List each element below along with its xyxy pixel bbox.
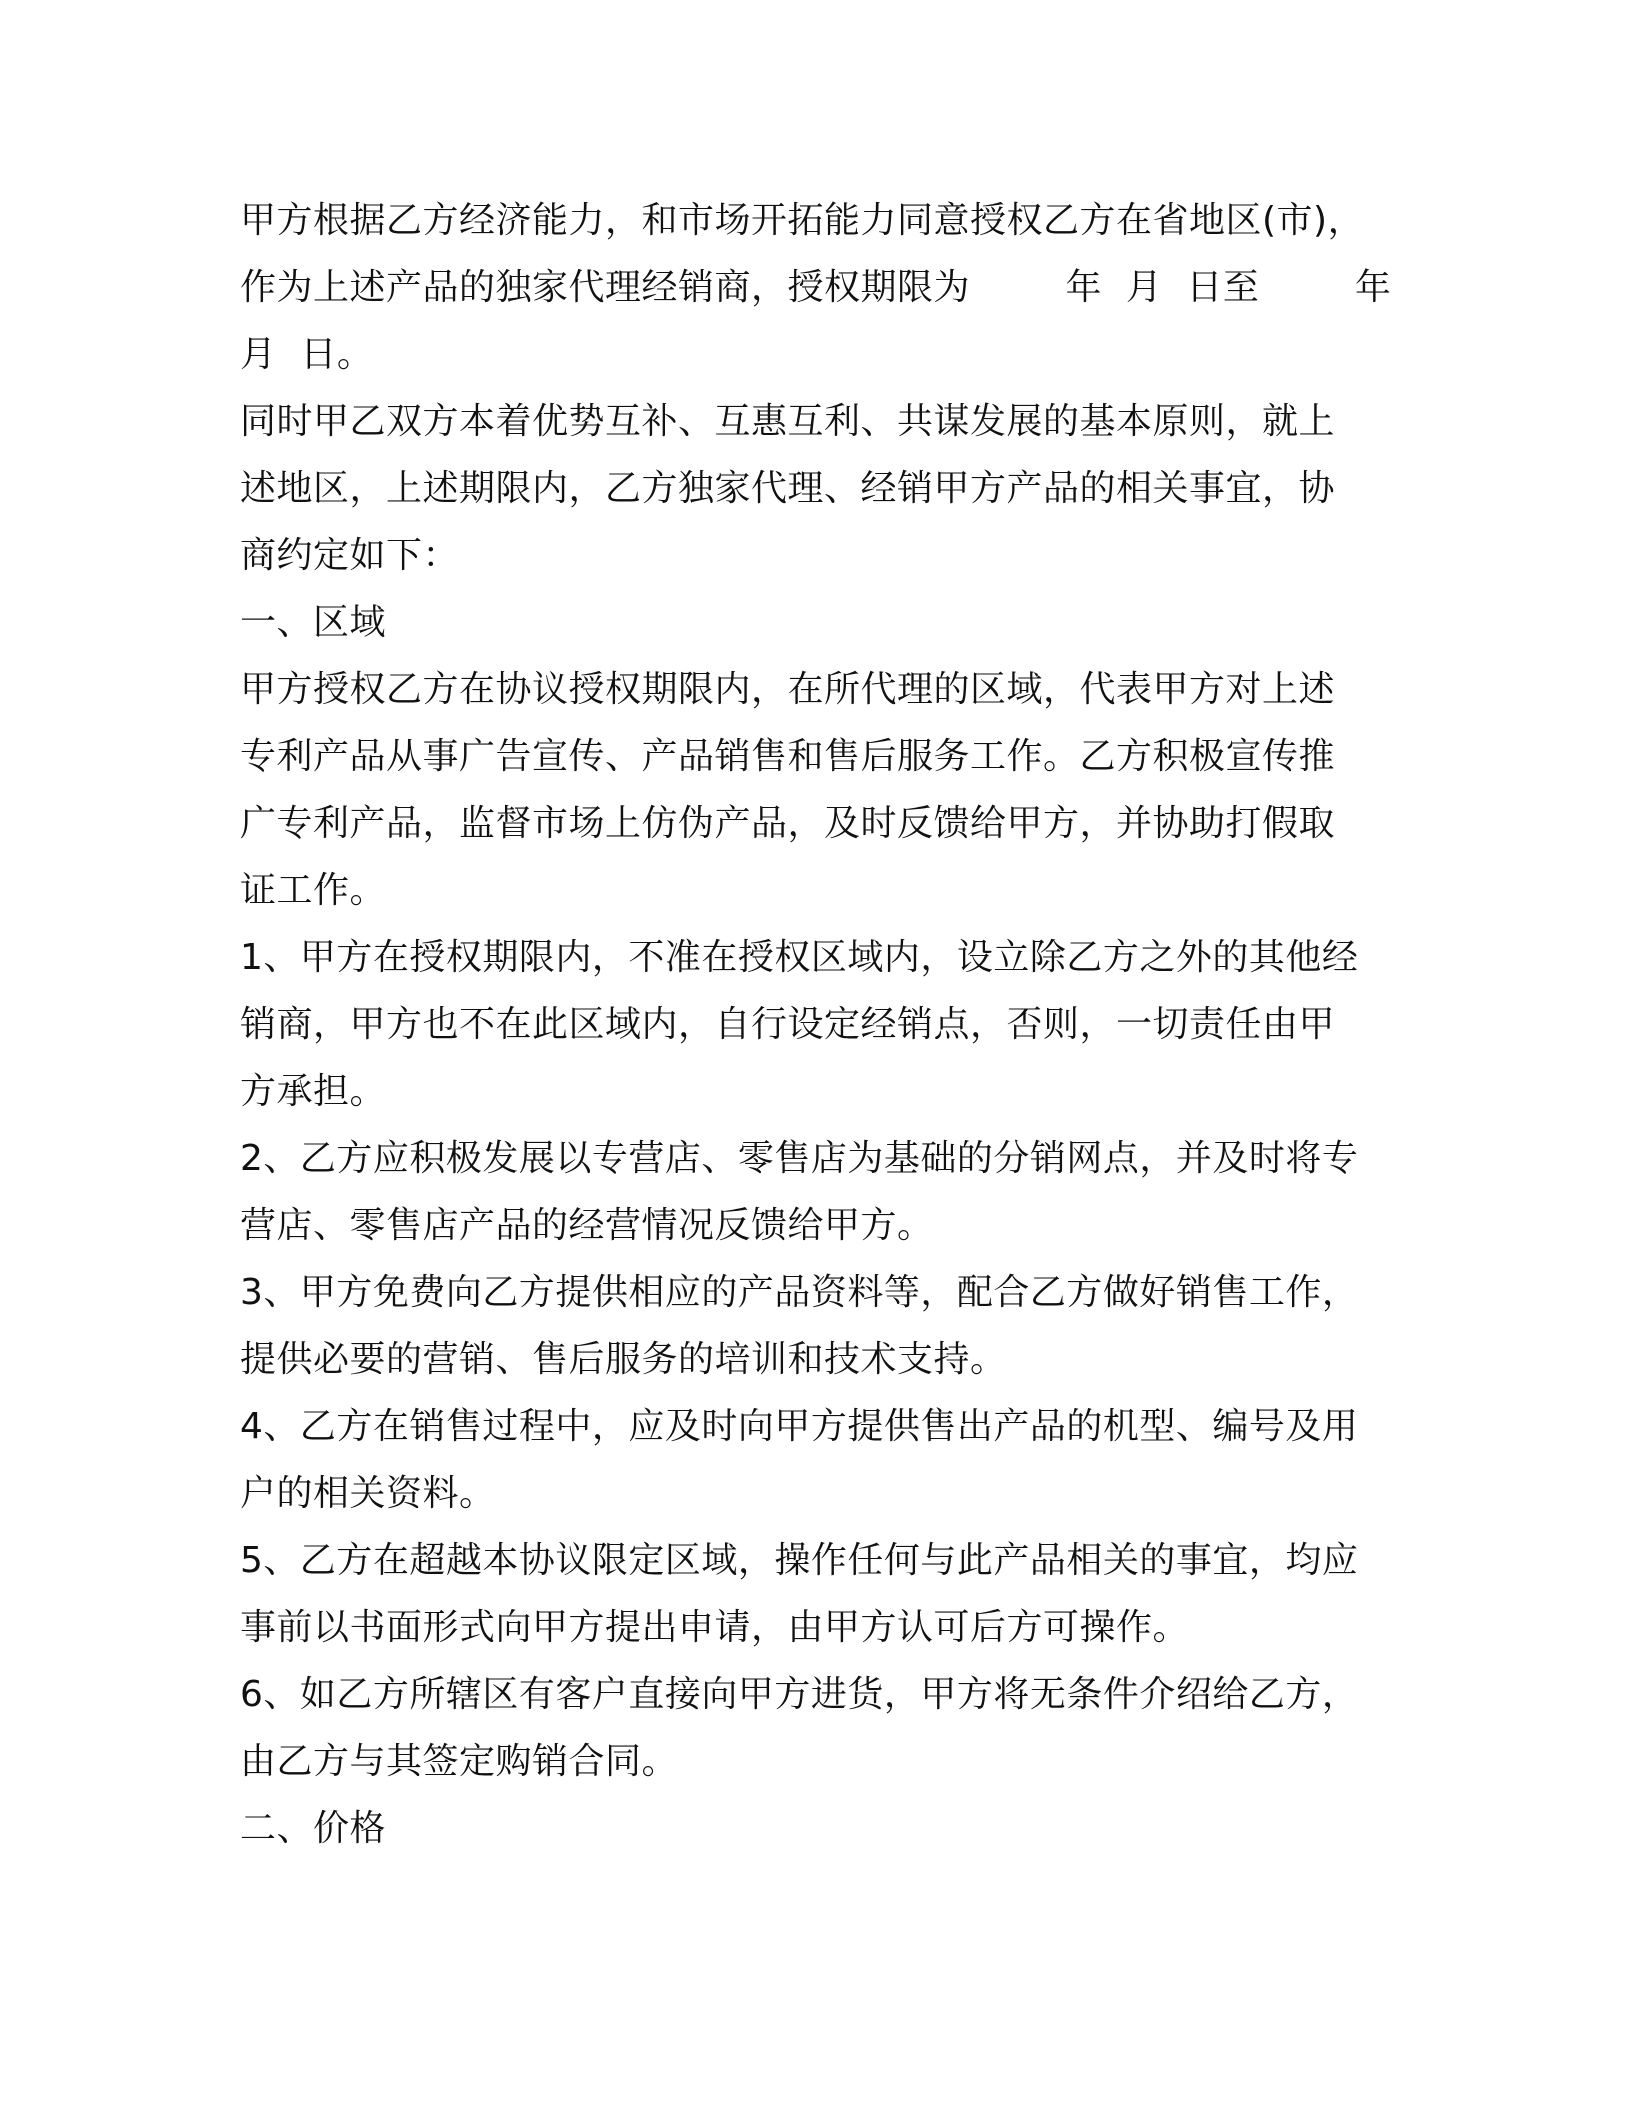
text-line: 1、甲方在授权期限内，不准在授权区域内，设立除乙方之外的其他经 [240,937,1359,978]
section-heading-region [240,589,1380,656]
text-line: 广专利产品，监督市场上仿伪产品，及时反馈给甲方，并协助打假取 [240,803,1336,844]
text-line: 述地区，上述期限内，乙方独家代理、经销甲方产品的相关事宜，协 [240,468,1336,509]
clause-6 [240,1661,1380,1795]
paragraph-authorization [240,187,1392,388]
clause-4 [240,1393,1380,1527]
clause-1 [240,924,1380,1125]
text-line: 销商，甲方也不在此区域内，自行设定经销点，否则，一切责任由甲 [240,1004,1336,1045]
text-line: 户的相关资料。 [240,1473,496,1514]
text-line: 3、甲方免费向乙方提供相应的产品资料等，配合乙方做好销售工作， [240,1272,1359,1313]
document-body [240,187,1392,1862]
paragraph-region-scope [240,656,1380,924]
text-line: 甲方根据乙方经济能力，和市场开拓能力同意授权乙方在省地区(市)， [240,200,1365,241]
text-line: 同时甲乙双方本着优势互补、互惠互利、共谋发展的基本原则，就上 [240,401,1336,442]
text-line: 证工作。 [240,870,387,911]
text-line: 方承担。 [240,1071,387,1112]
heading-text: 二、价格 [240,1808,387,1849]
paragraph-principles [240,388,1380,589]
text-line: 甲方授权乙方在协议授权期限内，在所代理的区域，代表甲方对上述 [240,669,1336,710]
clause-5 [240,1527,1380,1661]
text-line: 专利产品从事广告宣传、产品销售和售后服务工作。乙方积极宣传推 [240,736,1336,777]
text-line: 提供必要的营销、售后服务的培训和技术支持。 [240,1339,1007,1380]
text-line: 事前以书面形式向甲方提出申请，由甲方认可后方可操作。 [240,1607,1190,1648]
section-heading-price [240,1795,1380,1862]
text-line: 作为上述产品的独家代理经销商，授权期限为 年 月 日至 年 [240,267,1392,308]
text-line: 月 日。 [240,334,374,375]
clause-2 [240,1125,1380,1259]
text-line: 商约定如下： [240,535,460,576]
text-line: 2、乙方应积极发展以专营店、零售店为基础的分销网点，并及时将专 [240,1138,1359,1179]
heading-text: 一、区域 [240,602,387,643]
text-line: 5、乙方在超越本协议限定区域，操作任何与此产品相关的事宜，均应 [240,1540,1359,1581]
text-line: 6、如乙方所辖区有客户直接向甲方进货，甲方将无条件介绍给乙方， [240,1674,1359,1715]
text-line: 由乙方与其签定购销合同。 [240,1741,679,1782]
clause-3 [240,1259,1380,1393]
text-line: 4、乙方在销售过程中，应及时向甲方提供售出产品的机型、编号及用 [240,1406,1359,1447]
text-line: 营店、零售店产品的经营情况反馈给甲方。 [240,1205,934,1246]
